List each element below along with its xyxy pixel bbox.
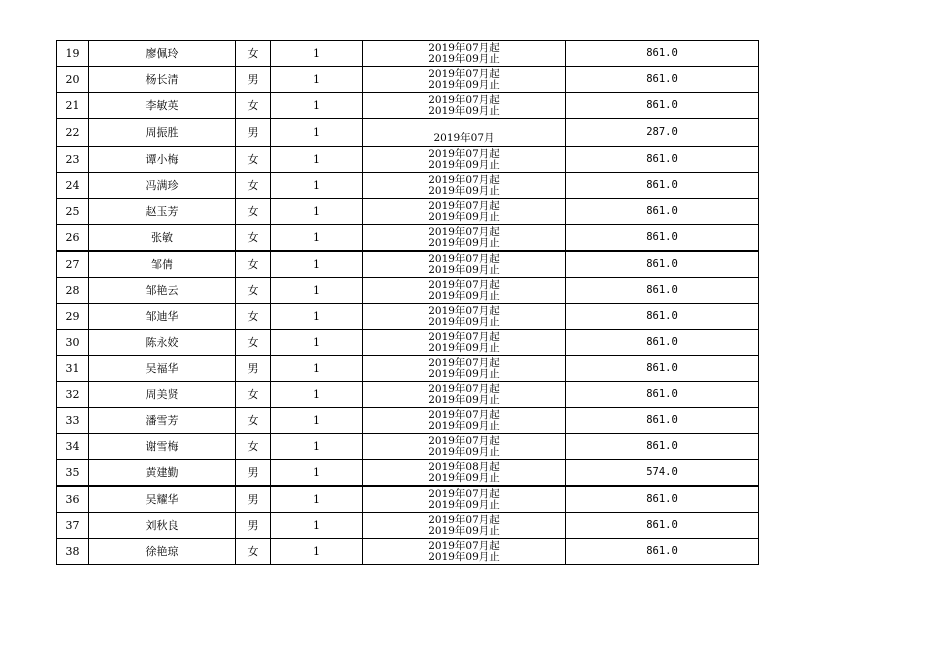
period-end: 2019年09月止	[428, 498, 500, 511]
period-end: 2019年09月止	[428, 52, 500, 65]
gender-cell: 女	[236, 251, 271, 278]
name-cell: 邹倩	[89, 251, 236, 278]
table-row	[57, 225, 759, 252]
count-cell: 1	[271, 486, 363, 513]
period-start: 2019年07月起	[428, 539, 500, 552]
row-number-cell: 37	[57, 513, 89, 539]
gender-cell: 女	[236, 278, 271, 304]
period-cell	[363, 513, 566, 539]
amount-cell: 861.0	[566, 486, 759, 513]
table-body	[57, 41, 759, 565]
period-cell	[363, 67, 566, 93]
amount-cell: 861.0	[566, 67, 759, 93]
gender-cell: 女	[236, 173, 271, 199]
table-row	[57, 382, 759, 408]
gender-cell: 女	[236, 539, 271, 565]
row-number-cell: 24	[57, 173, 89, 199]
count-cell: 1	[271, 147, 363, 173]
table-row	[57, 251, 759, 278]
period-cell	[363, 278, 566, 304]
count-cell: 1	[271, 434, 363, 460]
period-start: 2019年07月起	[428, 41, 500, 54]
period-start: 2019年07月起	[428, 487, 500, 500]
gender-cell: 女	[236, 330, 271, 356]
table-row	[57, 434, 759, 460]
row-number-cell: 34	[57, 434, 89, 460]
row-number-cell: 35	[57, 460, 89, 487]
name-cell: 刘秋良	[89, 513, 236, 539]
period-end: 2019年09月止	[428, 393, 500, 406]
amount-cell: 861.0	[566, 382, 759, 408]
row-number-cell: 38	[57, 539, 89, 565]
row-number-cell: 25	[57, 199, 89, 225]
amount-cell: 861.0	[566, 41, 759, 67]
gender-cell: 男	[236, 67, 271, 93]
name-cell: 徐艳琼	[89, 539, 236, 565]
row-number-cell: 21	[57, 93, 89, 119]
table-row	[57, 147, 759, 173]
period-end: 2019年09月止	[428, 471, 500, 484]
gender-cell: 女	[236, 147, 271, 173]
period-start: 2019年07月起	[428, 67, 500, 80]
name-cell: 廖佩玲	[89, 41, 236, 67]
row-number-cell: 31	[57, 356, 89, 382]
amount-cell: 861.0	[566, 251, 759, 278]
amount-cell: 861.0	[566, 330, 759, 356]
period-cell	[363, 147, 566, 173]
amount-cell: 574.0	[566, 460, 759, 487]
roster-table	[56, 40, 759, 565]
row-number-cell: 26	[57, 225, 89, 252]
period-end: 2019年09月止	[428, 419, 500, 432]
count-cell: 1	[271, 199, 363, 225]
name-cell: 谢雪梅	[89, 434, 236, 460]
amount-cell: 861.0	[566, 513, 759, 539]
period-start: 2019年08月起	[428, 460, 500, 473]
count-cell: 1	[271, 408, 363, 434]
period-start: 2019年07月起	[428, 356, 500, 369]
period-start: 2019年07月起	[428, 304, 500, 317]
row-number-cell: 33	[57, 408, 89, 434]
period-cell	[363, 251, 566, 278]
name-cell: 陈永姣	[89, 330, 236, 356]
table-row	[57, 513, 759, 539]
amount-cell: 861.0	[566, 539, 759, 565]
gender-cell: 女	[236, 225, 271, 252]
period-start: 2019年07月起	[428, 252, 500, 265]
period-start: 2019年07月起	[428, 330, 500, 343]
period-cell	[363, 304, 566, 330]
row-number-cell: 19	[57, 41, 89, 67]
gender-cell: 男	[236, 513, 271, 539]
count-cell: 1	[271, 173, 363, 199]
name-cell: 谭小梅	[89, 147, 236, 173]
period-cell	[363, 460, 566, 487]
amount-cell: 287.0	[566, 119, 759, 147]
period-cell	[363, 486, 566, 513]
name-cell: 黄建勤	[89, 460, 236, 487]
amount-cell: 861.0	[566, 93, 759, 119]
table-row	[57, 539, 759, 565]
gender-cell: 女	[236, 382, 271, 408]
name-cell: 吴耀华	[89, 486, 236, 513]
row-number-cell: 22	[57, 119, 89, 147]
row-number-cell: 20	[57, 67, 89, 93]
amount-cell: 861.0	[566, 304, 759, 330]
gender-cell: 女	[236, 304, 271, 330]
period-end: 2019年09月止	[428, 315, 500, 328]
period-cell	[363, 408, 566, 434]
amount-cell: 861.0	[566, 434, 759, 460]
table-row	[57, 67, 759, 93]
table-row	[57, 408, 759, 434]
name-cell: 冯满珍	[89, 173, 236, 199]
amount-cell: 861.0	[566, 408, 759, 434]
row-number-cell: 27	[57, 251, 89, 278]
period-start: 2019年07月起	[428, 434, 500, 447]
count-cell: 1	[271, 119, 363, 147]
count-cell: 1	[271, 513, 363, 539]
amount-cell: 861.0	[566, 147, 759, 173]
period-cell	[363, 119, 566, 147]
gender-cell: 男	[236, 460, 271, 487]
gender-cell: 女	[236, 93, 271, 119]
count-cell: 1	[271, 93, 363, 119]
count-cell: 1	[271, 278, 363, 304]
count-cell: 1	[271, 330, 363, 356]
period-cell	[363, 434, 566, 460]
name-cell: 潘雪芳	[89, 408, 236, 434]
count-cell: 1	[271, 460, 363, 487]
count-cell: 1	[271, 539, 363, 565]
period-end: 2019年09月止	[428, 158, 500, 171]
count-cell: 1	[271, 382, 363, 408]
gender-cell: 男	[236, 486, 271, 513]
name-cell: 吴福华	[89, 356, 236, 382]
period-start: 2019年07月起	[428, 382, 500, 395]
period-end: 2019年09月止	[428, 236, 500, 249]
table-row	[57, 486, 759, 513]
period-end: 2019年09月止	[428, 524, 500, 537]
amount-cell: 861.0	[566, 356, 759, 382]
period-start: 2019年07月起	[428, 408, 500, 421]
count-cell: 1	[271, 41, 363, 67]
row-number-cell: 23	[57, 147, 89, 173]
period-start: 2019年07月起	[428, 513, 500, 526]
gender-cell: 女	[236, 434, 271, 460]
table-row	[57, 460, 759, 487]
period-start: 2019年07月	[433, 132, 495, 144]
period-end: 2019年09月止	[428, 184, 500, 197]
period-cell	[363, 173, 566, 199]
period-end: 2019年09月止	[428, 341, 500, 354]
row-number-cell: 30	[57, 330, 89, 356]
amount-cell: 861.0	[566, 199, 759, 225]
gender-cell: 女	[236, 408, 271, 434]
period-end: 2019年09月止	[428, 78, 500, 91]
period-cell	[363, 330, 566, 356]
table-row	[57, 356, 759, 382]
table-row	[57, 278, 759, 304]
amount-cell: 861.0	[566, 173, 759, 199]
name-cell: 张敏	[89, 225, 236, 252]
period-cell	[363, 356, 566, 382]
row-number-cell: 28	[57, 278, 89, 304]
count-cell: 1	[271, 251, 363, 278]
name-cell: 周美贤	[89, 382, 236, 408]
name-cell: 邹艳云	[89, 278, 236, 304]
count-cell: 1	[271, 356, 363, 382]
period-end: 2019年09月止	[428, 104, 500, 117]
gender-cell: 女	[236, 199, 271, 225]
count-cell: 1	[271, 67, 363, 93]
gender-cell: 男	[236, 119, 271, 147]
table-row	[57, 41, 759, 67]
table-row	[57, 199, 759, 225]
amount-cell: 861.0	[566, 225, 759, 252]
period-cell	[363, 539, 566, 565]
gender-cell: 女	[236, 41, 271, 67]
name-cell: 赵玉芳	[89, 199, 236, 225]
period-end: 2019年09月止	[428, 210, 500, 223]
table-row	[57, 304, 759, 330]
table-row	[57, 93, 759, 119]
gender-cell: 男	[236, 356, 271, 382]
row-number-cell: 32	[57, 382, 89, 408]
row-number-cell: 29	[57, 304, 89, 330]
period-cell	[363, 199, 566, 225]
period-cell	[363, 382, 566, 408]
table-row	[57, 119, 759, 147]
period-start: 2019年07月起	[428, 278, 500, 291]
period-start: 2019年07月起	[428, 173, 500, 186]
period-end: 2019年09月止	[428, 367, 500, 380]
name-cell: 李敏英	[89, 93, 236, 119]
period-end: 2019年09月止	[428, 289, 500, 302]
period-cell	[363, 41, 566, 67]
period-start: 2019年07月起	[428, 147, 500, 160]
period-start: 2019年07月起	[428, 225, 500, 238]
name-cell: 邹迪华	[89, 304, 236, 330]
spreadsheet-page	[56, 40, 758, 565]
name-cell: 杨长清	[89, 67, 236, 93]
period-start: 2019年07月起	[428, 199, 500, 212]
count-cell: 1	[271, 225, 363, 252]
period-end: 2019年09月止	[428, 445, 500, 458]
row-number-cell: 36	[57, 486, 89, 513]
name-cell: 周振胜	[89, 119, 236, 147]
table-row	[57, 330, 759, 356]
period-cell	[363, 93, 566, 119]
count-cell: 1	[271, 304, 363, 330]
period-end: 2019年09月止	[428, 550, 500, 563]
period-cell	[363, 225, 566, 252]
table-row	[57, 173, 759, 199]
period-end: 2019年09月止	[428, 263, 500, 276]
period-start: 2019年07月起	[428, 93, 500, 106]
amount-cell: 861.0	[566, 278, 759, 304]
